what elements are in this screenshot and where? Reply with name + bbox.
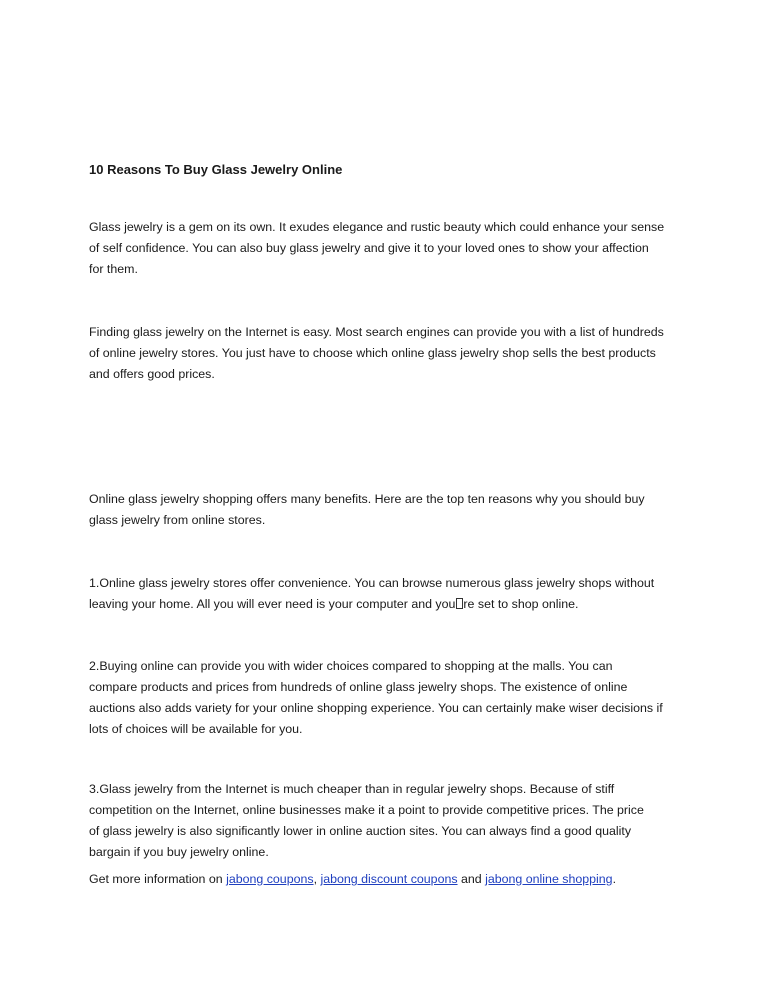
- paragraph-finding: [89, 322, 689, 385]
- text-line: Glass jewelry is a gem on its own. It exudes elegance and rustic beauty which could enhance your sense: [89, 220, 665, 234]
- text-line: of glass jewelry is also significantly lower in online auction sites. You can always find a good quality: [89, 824, 632, 838]
- paragraph-reason-2: [89, 656, 689, 740]
- text-line: [89, 869, 689, 890]
- text-line: bargain if you buy jewelry online.: [89, 845, 269, 859]
- paragraph-more-info: [89, 869, 689, 890]
- text-line: and offers good prices.: [89, 367, 215, 381]
- separator-comma: ,: [313, 872, 321, 886]
- link-jabong-coupons[interactable]: jabong coupons: [226, 872, 314, 886]
- text-line: auctions also adds variety for your online shopping experience. You can certainly make wiser decisions if: [89, 701, 663, 715]
- period: .: [612, 872, 617, 886]
- text-line: competition on the Internet, online businesses make it a point to provide competitive prices. The price: [89, 803, 644, 817]
- document-title: 10 Reasons To Buy Glass Jewelry Online: [89, 162, 343, 177]
- paragraph-reason-3: [89, 779, 689, 863]
- separator-and: and: [457, 872, 486, 886]
- text-line: of self confidence. You can also buy glass jewelry and give it to your loved ones to show your affection: [89, 241, 649, 255]
- paragraph-benefits: [89, 489, 689, 531]
- text-line: lots of choices will be available for you.: [89, 722, 303, 736]
- paragraph-intro: [89, 217, 689, 280]
- text-fragment: re set to shop online.: [463, 597, 579, 611]
- text-line: glass jewelry from online stores.: [89, 513, 266, 527]
- text-line: 1.Online glass jewelry stores offer convenience. You can browse numerous glass jewelry shops without: [89, 576, 655, 590]
- text-line: of online jewelry stores. You just have to choose which online glass jewelry shop sells the best products: [89, 346, 656, 360]
- text-line: Finding glass jewelry on the Internet is easy. Most search engines can provide you with a list of hundreds: [89, 325, 664, 339]
- missing-glyph-icon: [456, 598, 463, 609]
- text-line: [89, 594, 689, 615]
- text-line: compare products and prices from hundreds of online glass jewelry shops. The existence of online: [89, 680, 628, 694]
- link-jabong-online-shopping[interactable]: jabong online shopping: [485, 872, 613, 886]
- text-line: for them.: [89, 262, 138, 276]
- text-fragment: leaving your home. All you will ever need is your computer and you: [89, 597, 456, 611]
- more-info-prefix: Get more information on: [89, 872, 227, 886]
- link-jabong-discount-coupons[interactable]: jabong discount coupons: [320, 872, 458, 886]
- text-line: 3.Glass jewelry from the Internet is much cheaper than in regular jewelry shops. Because of stiff: [89, 782, 615, 796]
- text-line: 2.Buying online can provide you with wider choices compared to shopping at the malls. You can: [89, 659, 613, 673]
- paragraph-reason-1: [89, 573, 689, 615]
- text-line: Online glass jewelry shopping offers many benefits. Here are the top ten reasons why you should buy: [89, 492, 645, 506]
